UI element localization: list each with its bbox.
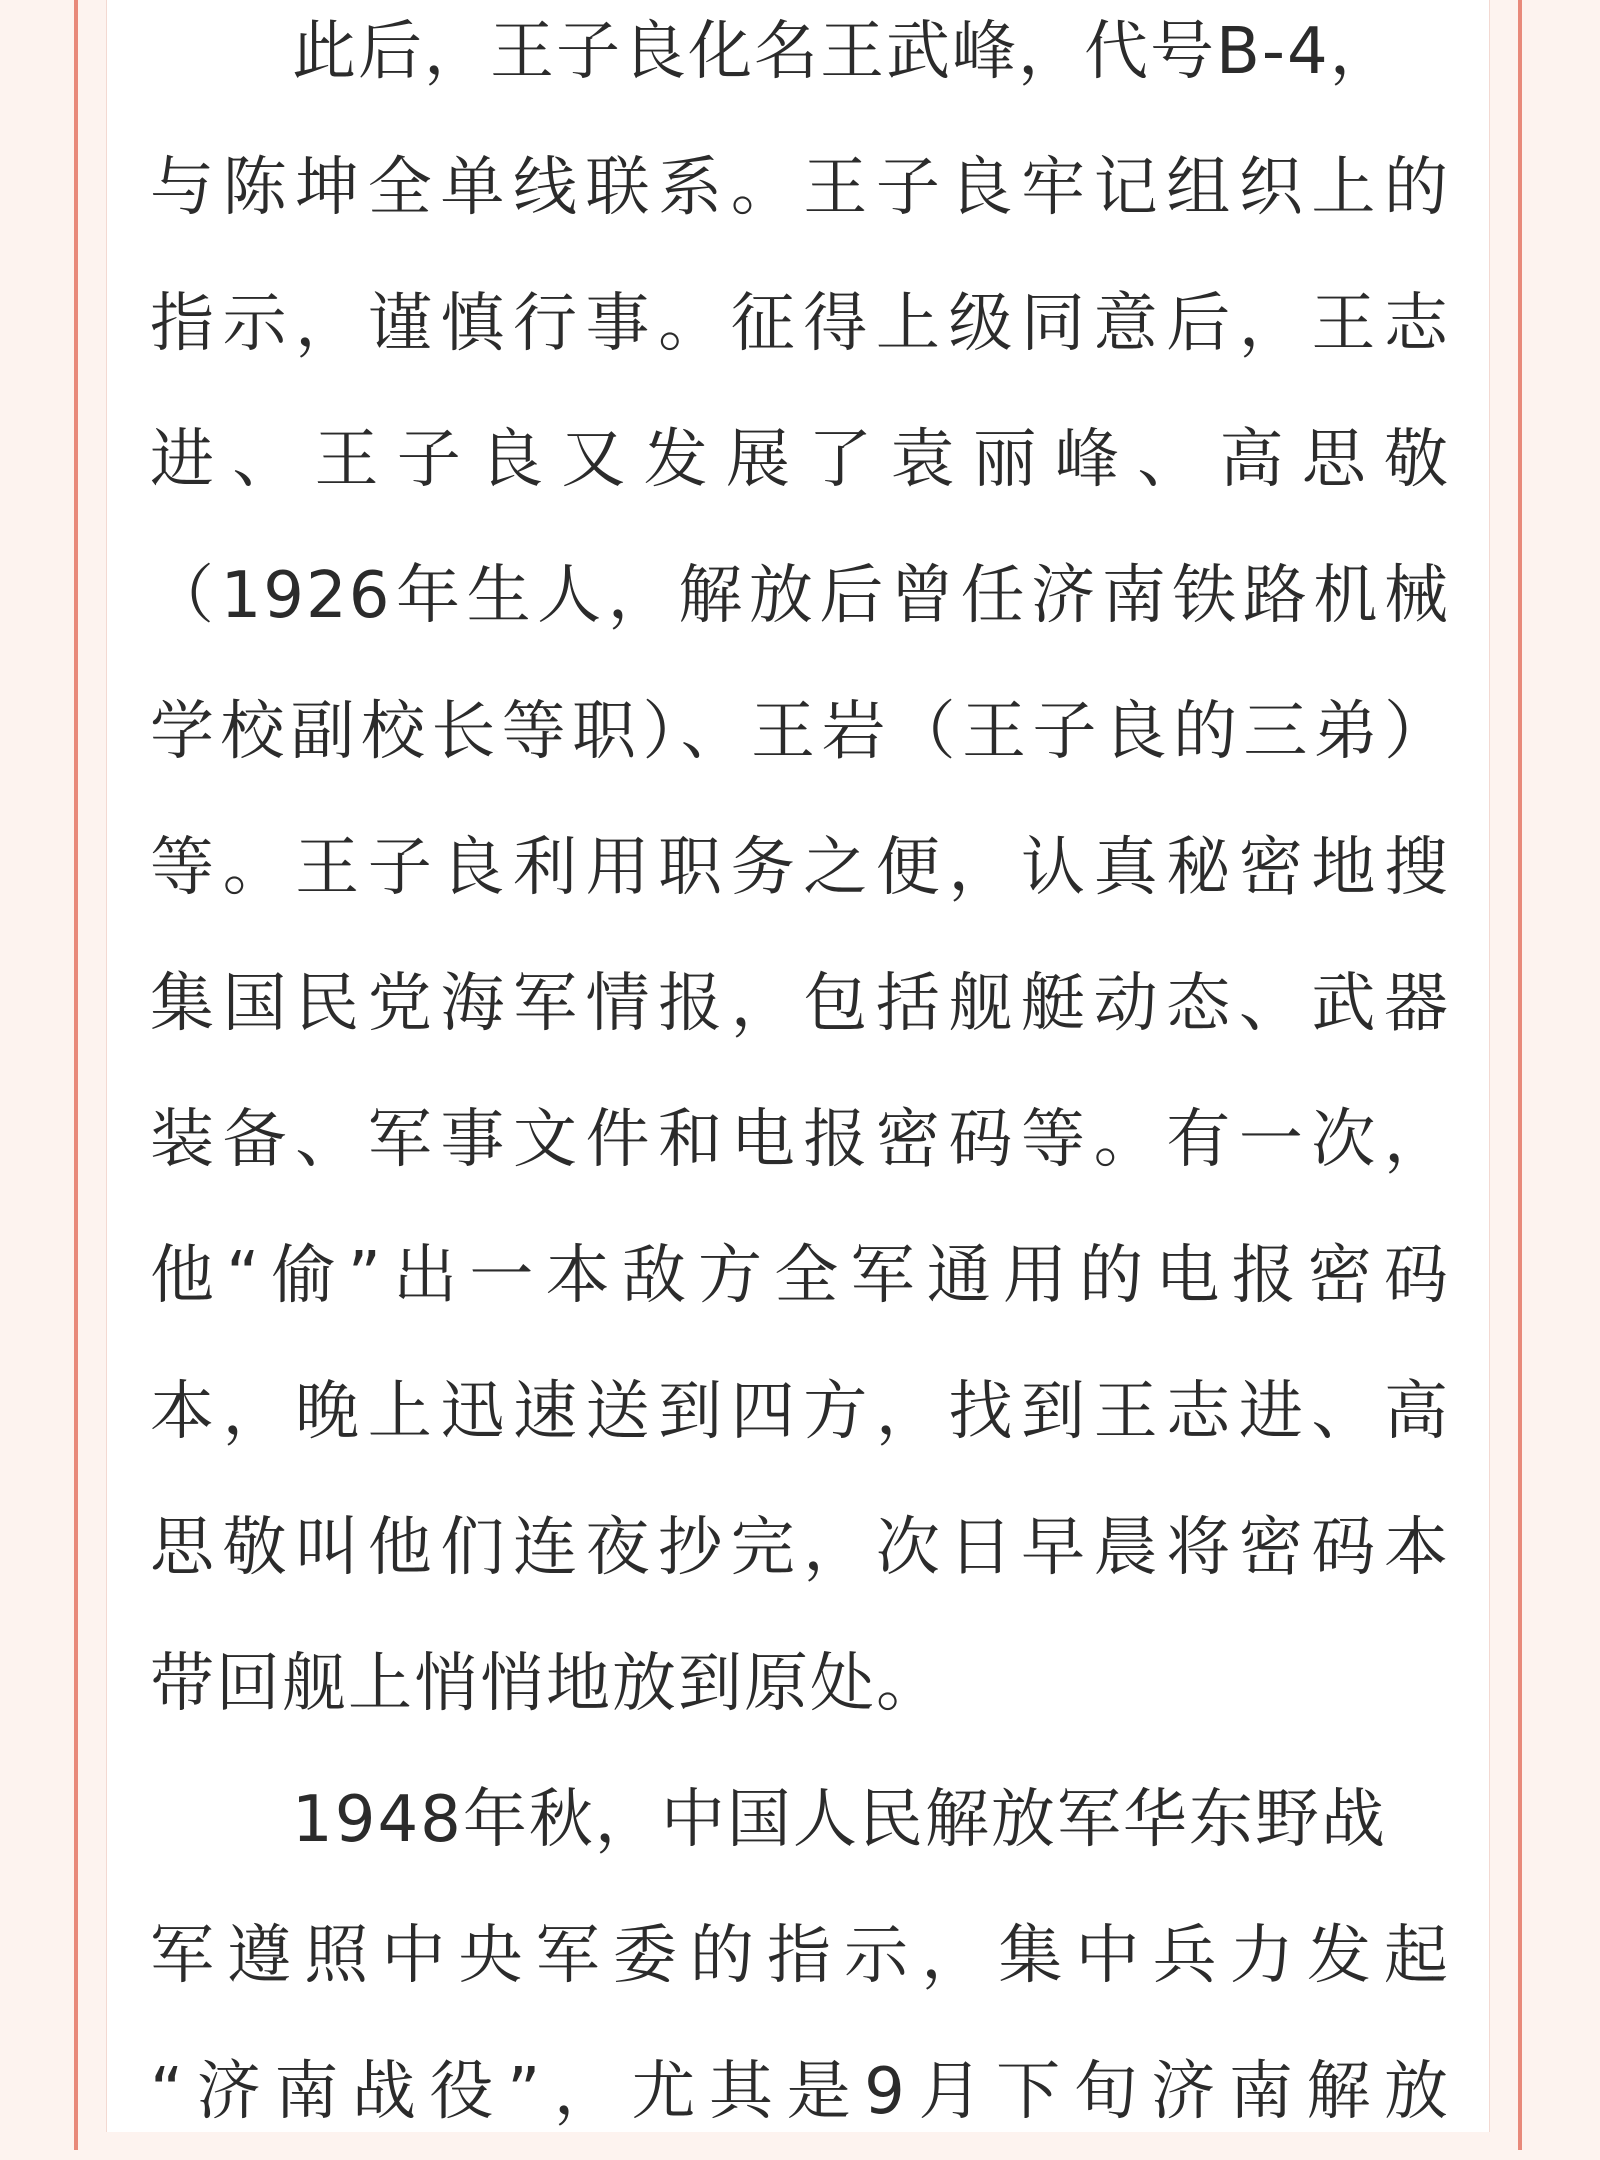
text-line: 带回舰上悄悄地放到原处。: [150, 1647, 942, 1721]
text-line: 军遵照中央军委的指示，集中兵力发起: [150, 1919, 1450, 1993]
text-line: 等。王子良利用职务之便，认真秘密地搜: [150, 831, 1450, 905]
text-line: 进、王子良又发展了袁丽峰、高思敬: [150, 423, 1450, 497]
text-line: 本，晚上迅速送到四方，找到王志进、高: [150, 1375, 1450, 1449]
text-line: 装备、军事文件和电报密码等。有一次，: [150, 1103, 1450, 1177]
text-line: 学校副校长等职）、王岩（王子良的三弟）: [150, 695, 1450, 769]
text-line: 集国民党海军情报，包括舰艇动态、武器: [150, 967, 1450, 1041]
text-line: “济南战役”，尤其是9月下旬济南解放: [150, 2055, 1450, 2129]
text-line: 与陈坤全单线联系。王子良牢记组织上的: [150, 151, 1450, 225]
text-line: 指示，谨慎行事。征得上级同意后，王志: [150, 287, 1450, 361]
paragraph-1: [150, 0, 1450, 1752]
text-line: （1926年生人，解放后曾任济南铁路机械: [150, 559, 1450, 633]
text-line: 1948年秋，中国人民解放军华东野战: [292, 1783, 1387, 1857]
paragraph-2: [150, 1752, 1450, 2160]
article-body: [150, 0, 1450, 2160]
text-line: 此后，王子良化名王武峰，代号B-4，: [292, 15, 1396, 89]
text-line: 他“偷”出一本敌方全军通用的电报密码: [150, 1239, 1450, 1313]
text-line: 思敬叫他们连夜抄完，次日早晨将密码本: [150, 1511, 1450, 1585]
